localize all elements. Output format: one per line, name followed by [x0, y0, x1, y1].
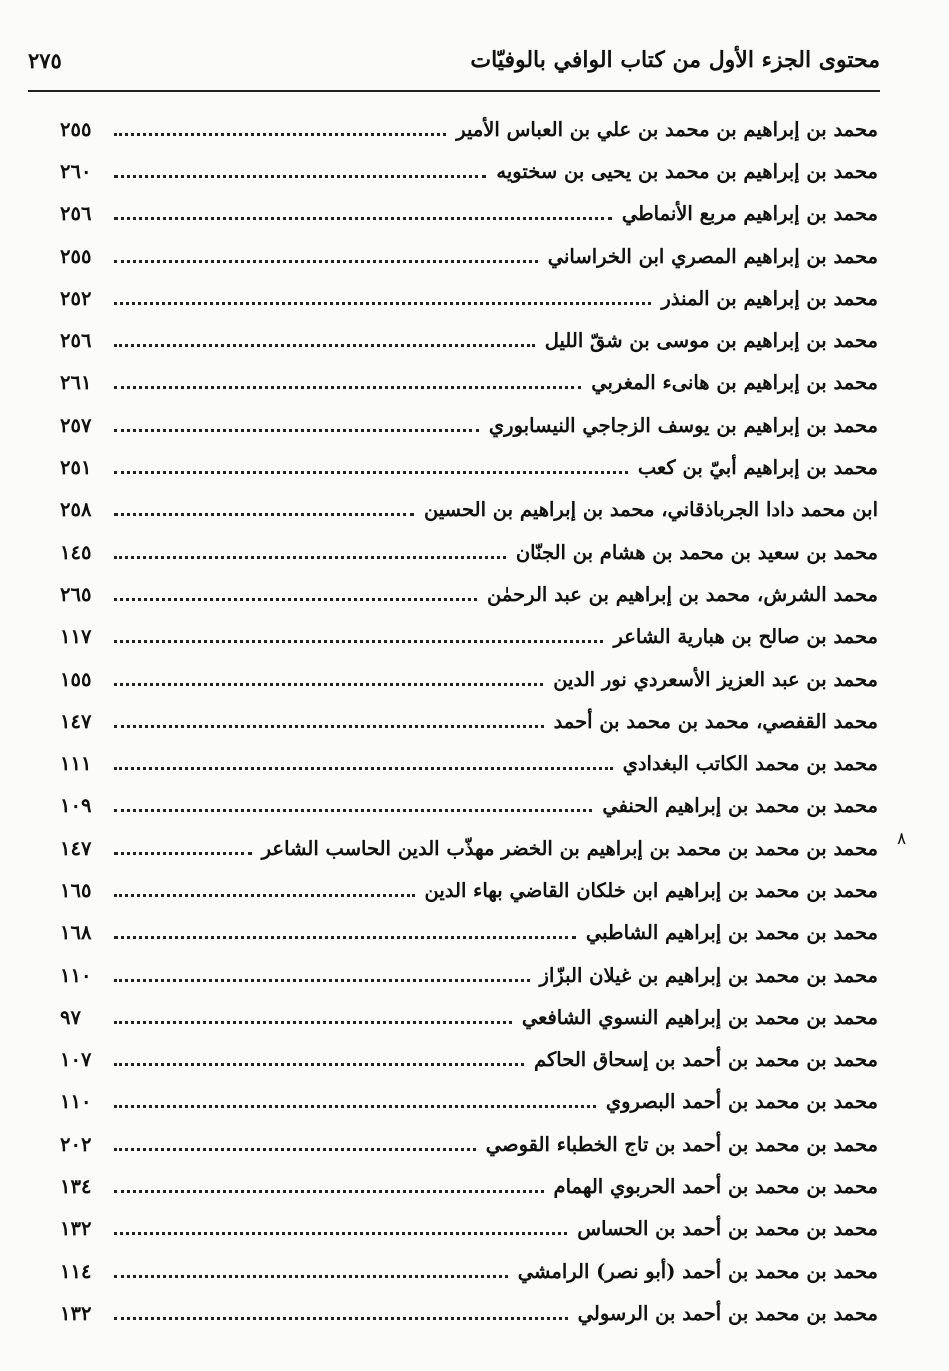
index-entry [60, 573, 878, 615]
entry-name: محمد بن محمد بن محمد بن إبراهيم بن الخضر مهذّب الدين الحاسب الشاعر [261, 836, 878, 860]
entry-name: محمد بن محمد بن إبراهيم الحنفي [602, 794, 878, 818]
entry-page-number: ١٠٩ [60, 794, 92, 818]
dot-leader [114, 133, 446, 136]
entry-page-number: ٢٦٥ [60, 582, 92, 606]
index-entry [60, 869, 878, 911]
index-entry [60, 1039, 878, 1081]
index-entry [60, 658, 878, 700]
dot-leader [114, 894, 415, 897]
index-entry [60, 996, 878, 1038]
page-number: ٢٧٥ [28, 47, 62, 73]
index-entry [60, 1081, 878, 1123]
entry-page-number: ١١٠ [60, 963, 92, 987]
entry-name: محمد بن عبد العزيز الأسعردي نور الدين [553, 667, 878, 691]
entry-name: محمد بن محمد بن إبراهيم الشاطبي [585, 921, 878, 945]
index-entry [60, 235, 878, 277]
index-entry [60, 912, 878, 954]
index-entry [60, 150, 878, 192]
entry-page-number: ٢٦٠ [60, 159, 92, 183]
entry-name: ابن محمد دادا الجرباذقاني، محمد بن إبراهيم بن الحسين [423, 498, 878, 522]
header-rule [28, 90, 880, 92]
running-header [28, 40, 880, 80]
index-entry [60, 1292, 878, 1334]
margin-mark: ٨ [897, 829, 907, 849]
entry-page-number: ٢٥٨ [60, 498, 92, 522]
entry-name: محمد بن إبراهيم بن موسى بن شقّ الليل [544, 329, 878, 353]
entry-page-number: ١١٠ [60, 1090, 92, 1114]
entry-name: محمد بن محمد بن أحمد بن تاج الخطباء القوصي [485, 1132, 878, 1156]
index-entry [60, 1165, 878, 1207]
entry-page-number: ١١٧ [60, 625, 92, 649]
entry-name: محمد بن إبراهيم بن المنذر [661, 286, 878, 310]
dot-leader [114, 386, 581, 389]
entry-page-number: ٢٥٦ [60, 202, 92, 226]
entry-page-number: ٢٥٥ [60, 117, 92, 141]
dot-leader [114, 260, 538, 263]
entry-page-number: ١٤٧ [60, 836, 92, 860]
entry-page-number: ١٦٥ [60, 878, 92, 902]
entry-page-number: ٢٥٦ [60, 329, 92, 353]
entry-page-number: ٢٥٧ [60, 413, 92, 437]
dot-leader [114, 852, 252, 855]
index-entry [60, 489, 878, 531]
entry-page-number: ١٣٤ [60, 1175, 92, 1199]
entry-name: محمد بن محمد بن أحمد الحربوي الهمام [553, 1175, 878, 1199]
entry-page-number: ١٤٧ [60, 709, 92, 733]
entry-page-number: ٩٧ [60, 1005, 81, 1029]
dot-leader [114, 809, 592, 812]
entry-page-number: ١٥٥ [60, 667, 92, 691]
entry-name: محمد بن محمد بن إبراهيم بن غيلان البزّاز [539, 963, 878, 987]
entry-page-number: ١٣٢ [60, 1217, 92, 1241]
entry-name: محمد بن محمد الكاتب البغدادي [622, 752, 878, 776]
entry-name: محمد بن محمد بن أحمد بن الحساس [577, 1217, 878, 1241]
entry-page-number: ١٣٢ [60, 1301, 92, 1325]
entry-name: محمد بن إبراهيم بن محمد بن علي بن العباس الأمير [456, 117, 878, 141]
dot-leader [114, 429, 479, 432]
entry-name: محمد بن إبراهيم بن يوسف الزجاجي النيسابوري [488, 413, 878, 437]
index-entry [60, 446, 878, 488]
running-title: محتوى الجزء الأول من كتاب الوافي بالوفيّات [470, 47, 880, 73]
entry-name: محمد بن إبراهيم بن محمد بن يحيى بن سختويه [496, 159, 878, 183]
entry-name: محمد بن محمد بن أحمد بن إسحاق الحاكم [534, 1048, 878, 1072]
dot-leader [114, 1317, 568, 1320]
entry-name: محمد بن محمد بن إبراهيم ابن خلكان القاضي بهاء الدين [424, 878, 878, 902]
entry-name: محمد بن صالح بن هبارية الشاعر [613, 625, 878, 649]
index-entry [60, 193, 878, 235]
dot-leader [114, 471, 628, 474]
entry-name: محمد بن إبراهيم مربع الأنماطي [621, 202, 878, 226]
index-entry [60, 785, 878, 827]
index-entry [60, 362, 878, 404]
entry-page-number: ٢٥١ [60, 456, 92, 480]
index-entry [60, 954, 878, 996]
index-entry [60, 1123, 878, 1165]
entry-page-number: ٢٠٢ [60, 1132, 92, 1156]
dot-leader [114, 598, 477, 601]
index-entry [60, 531, 878, 573]
dot-leader [114, 175, 486, 178]
index-entry [60, 700, 878, 742]
dot-leader [114, 683, 543, 686]
dot-leader [114, 725, 544, 728]
dot-leader [114, 1190, 544, 1193]
dot-leader [114, 1232, 567, 1235]
dot-leader [114, 513, 414, 516]
entry-page-number: ٢٦١ [60, 371, 92, 395]
index-entry [60, 616, 878, 658]
index-entry [60, 108, 878, 150]
dot-leader [114, 1148, 476, 1151]
entry-page-number: ٢٥٢ [60, 286, 92, 310]
entry-page-number: ٢٥٥ [60, 244, 92, 268]
entry-name: محمد بن إبراهيم المصري ابن الخراساني [547, 244, 878, 268]
entry-name: محمد بن محمد بن إبراهيم النسوي الشافعي [521, 1005, 878, 1029]
dot-leader [114, 640, 603, 643]
dot-leader [114, 1063, 524, 1066]
dot-leader [114, 1105, 596, 1108]
entry-page-number: ١١٤ [60, 1259, 92, 1283]
index-list [60, 108, 878, 1335]
dot-leader [114, 344, 535, 347]
entry-page-number: ١٤٥ [60, 540, 92, 564]
entry-name: محمد بن محمد بن أحمد (أبو نصر) الرامشي [517, 1259, 878, 1283]
dot-leader [114, 217, 612, 220]
entry-name: محمد بن سعيد بن محمد بن هشام بن الجنّان [515, 540, 878, 564]
index-entry [60, 1250, 878, 1292]
dot-leader [114, 1275, 508, 1278]
dot-leader [114, 936, 576, 939]
entry-page-number: ١٠٧ [60, 1048, 92, 1072]
entry-name: محمد بن محمد بن أحمد البصروي [605, 1090, 878, 1114]
entry-name: محمد الشرش، محمد بن إبراهيم بن عبد الرحمٰن [487, 582, 878, 606]
entry-name: محمد القفصي، محمد بن محمد بن أحمد [553, 709, 878, 733]
entry-page-number: ١١١ [60, 752, 92, 776]
index-entry [60, 319, 878, 361]
dot-leader [114, 302, 651, 305]
index-entry [60, 1208, 878, 1250]
entry-name: محمد بن محمد بن أحمد بن الرسولي [577, 1301, 878, 1325]
index-entry [60, 827, 878, 869]
dot-leader [114, 1021, 512, 1024]
dot-leader [114, 556, 506, 559]
entry-name: محمد بن إبراهيم أبيّ بن كعب [637, 456, 878, 480]
index-entry [60, 742, 878, 784]
entry-page-number: ١٦٨ [60, 921, 92, 945]
dot-leader [114, 979, 530, 982]
entry-name: محمد بن إبراهيم بن هانىء المغربي [591, 371, 878, 395]
index-entry [60, 404, 878, 446]
index-entry [60, 277, 878, 319]
dot-leader [114, 767, 613, 770]
